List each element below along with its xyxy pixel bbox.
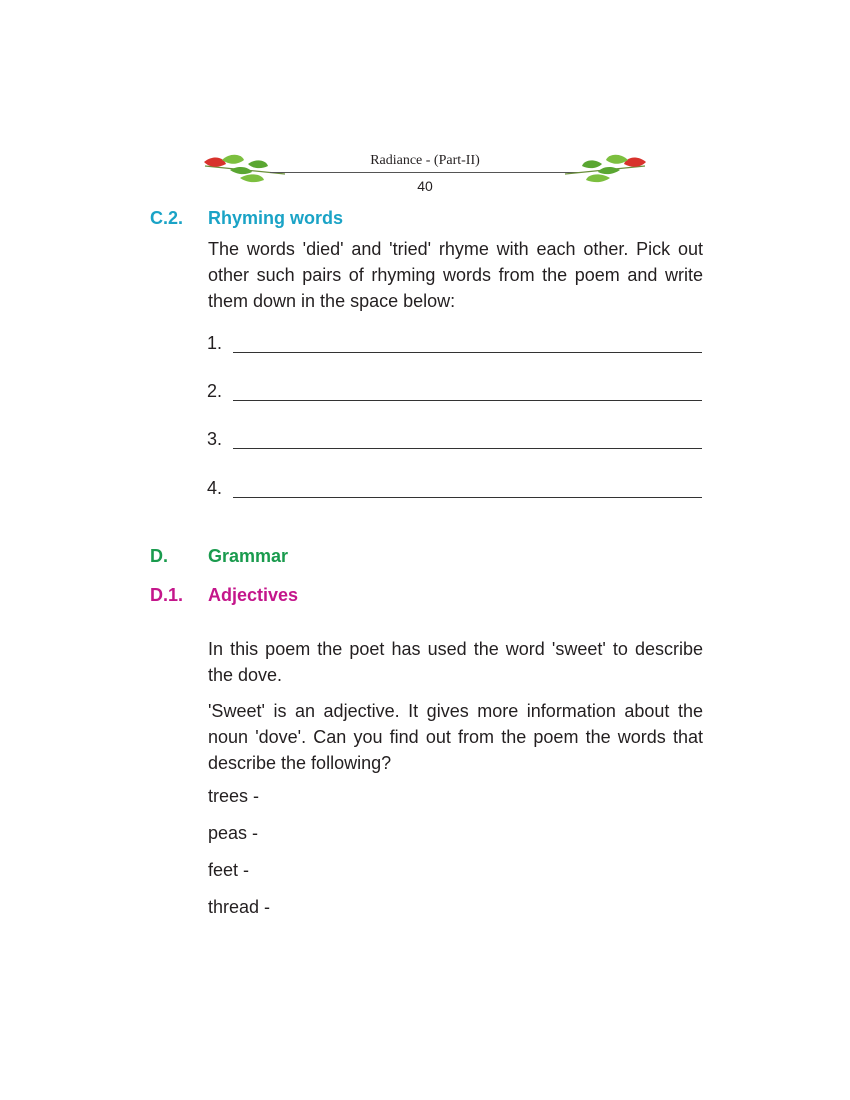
answer-blank[interactable] bbox=[233, 448, 702, 449]
page-header bbox=[200, 150, 650, 200]
book-title: Radiance - (Part-II) bbox=[370, 153, 480, 168]
section-number-d: D. bbox=[150, 546, 168, 566]
header-divider bbox=[270, 172, 580, 173]
answer-blank[interactable] bbox=[233, 352, 702, 353]
page-number: 40 bbox=[417, 178, 433, 194]
answer-line-2[interactable] bbox=[207, 381, 702, 405]
answer-blank[interactable] bbox=[233, 400, 702, 401]
section-number-c2: C.2. bbox=[150, 208, 184, 228]
answer-blank[interactable] bbox=[233, 497, 702, 498]
answer-line-3[interactable] bbox=[207, 429, 702, 453]
answer-line-1[interactable] bbox=[207, 333, 702, 357]
rhyming-instructions: The words 'died' and 'tried' rhyme with each other. Pick out other such pairs of rhyming words from the poem and write them down in the space below: bbox=[208, 239, 703, 311]
leaf-ornament-right-icon bbox=[560, 152, 650, 188]
describe-item-thread: thread - bbox=[208, 897, 271, 917]
section-title-grammar: Grammar bbox=[208, 546, 289, 566]
adjectives-paragraph-2: 'Sweet' is an adjective. It gives more information about the noun 'dove'. Can you find out from the poem the words that describe the following? bbox=[208, 701, 703, 773]
section-title-adjectives: Adjectives bbox=[208, 585, 299, 605]
adjectives-paragraph-1: In this poem the poet has used the word 'sweet' to describe the dove. bbox=[208, 639, 703, 685]
describe-item-trees: trees - bbox=[208, 786, 260, 806]
answer-number: 3. bbox=[207, 429, 223, 449]
answer-number: 4. bbox=[207, 478, 223, 498]
describe-item-feet: feet - bbox=[208, 860, 250, 880]
answer-line-4[interactable] bbox=[207, 478, 702, 502]
section-number-d1: D.1. bbox=[150, 585, 184, 605]
answer-number: 2. bbox=[207, 381, 223, 401]
answer-number: 1. bbox=[207, 333, 223, 353]
section-title-rhyming-words: Rhyming words bbox=[208, 208, 344, 228]
describe-item-peas: peas - bbox=[208, 823, 259, 843]
